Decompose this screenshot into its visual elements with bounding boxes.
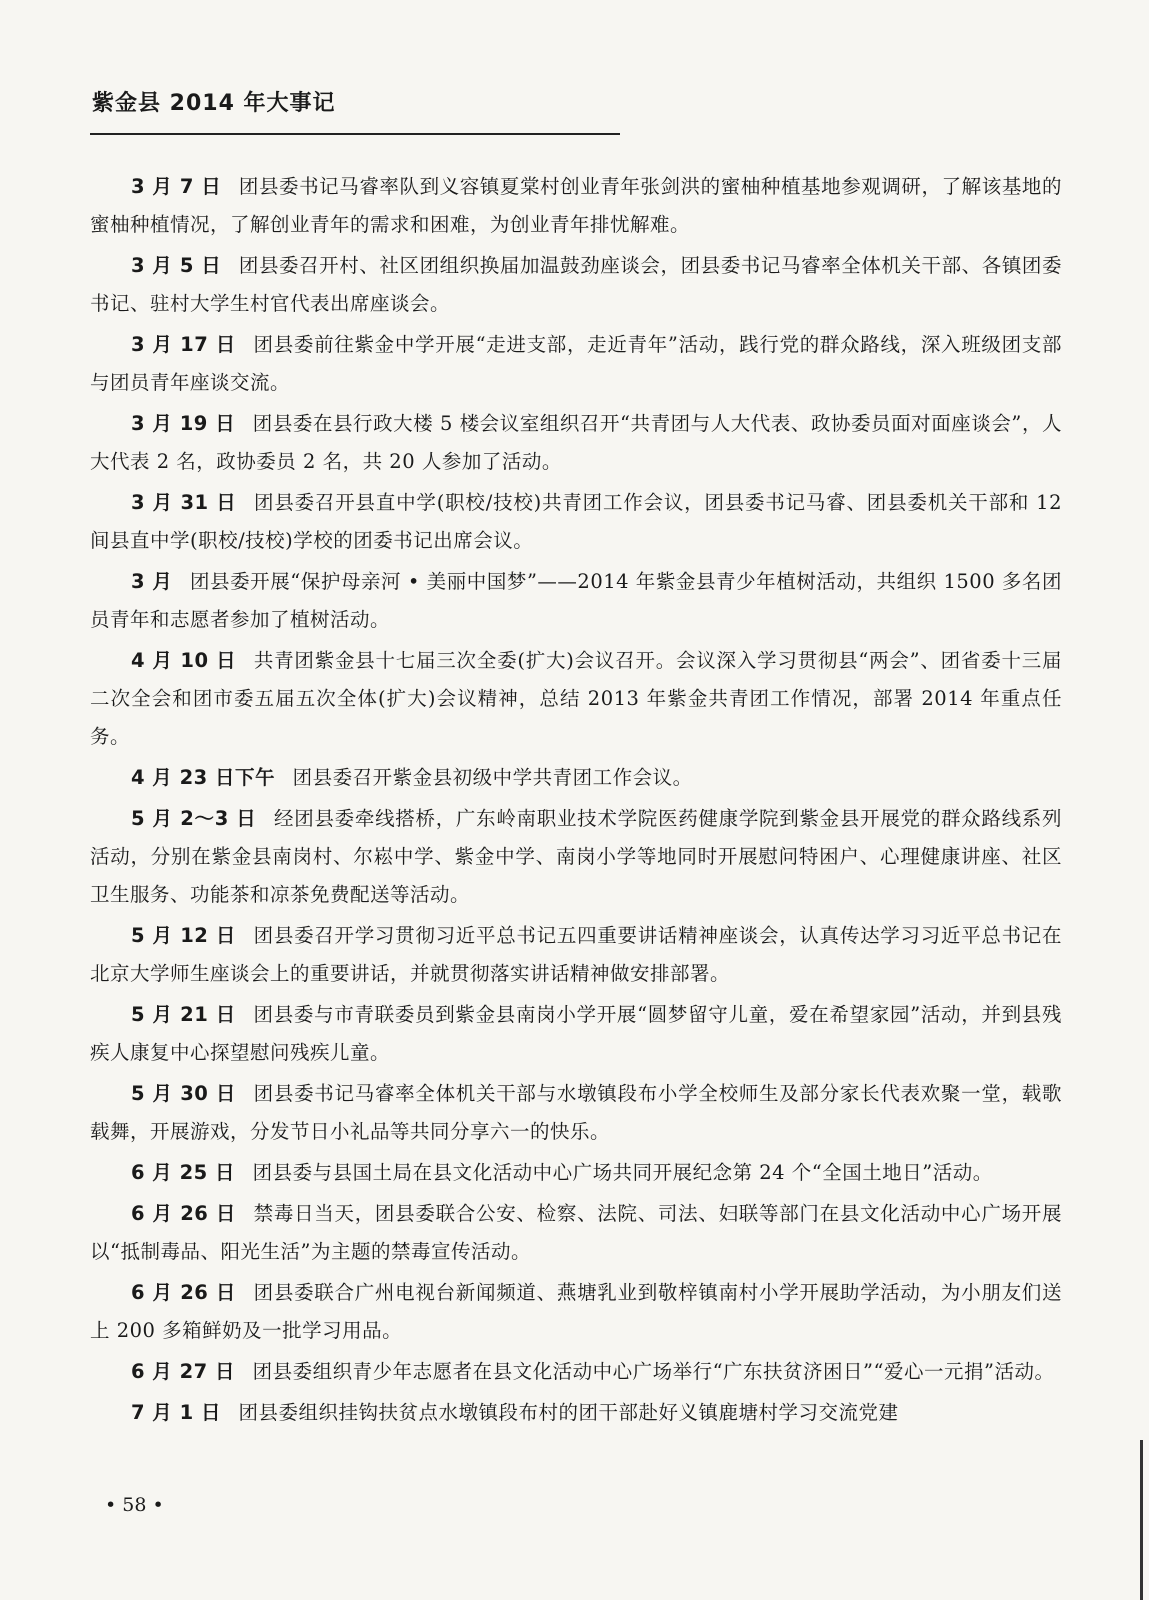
entry-date: 7 月 1 日 [130,1401,221,1424]
chronicle-entry [90,1195,1062,1271]
chronicle-entry [90,168,1062,244]
entry-date: 6 月 25 日 [130,1161,236,1184]
chronicle-entry [90,247,1062,323]
chronicle-entry [90,1075,1062,1151]
entry-date: 3 月 19 日 [130,412,236,435]
chronicle-entry [90,1394,1062,1432]
entry-text: 团县委开展“保护母亲河 • 美丽中国梦”——2014 年紫金县青少年植树活动，共组织 1500 多名团员青年和志愿者参加了植树活动。 [90,570,1062,631]
entry-date: 3 月 5 日 [130,254,222,277]
entry-text: 团县委组织挂钩扶贫点水墩镇段布村的团干部赴好义镇鹿塘村学习交流党建 [238,1401,899,1424]
page-number: • 58 • [105,1494,164,1516]
entry-date: 3 月 [130,570,173,593]
entry-text: 禁毒日当天，团县委联合公安、检察、法院、司法、妇联等部门在县文化活动中心广场开展以“抵制毒品、阳光生活”为主题的禁毒宣传活动。 [90,1202,1062,1263]
entry-text: 团县委书记马睿率队到义容镇夏棠村创业青年张剑洪的蜜柚种植基地参观调研，了解该基地的蜜柚种植情况，了解创业青年的需求和困难，为创业青年排忧解难。 [90,175,1062,236]
entry-date: 6 月 27 日 [130,1360,236,1383]
chronicle-entry [90,800,1062,914]
entry-text: 经团县委牵线搭桥，广东岭南职业技术学院医药健康学院到紫金县开展党的群众路线系列活动，分别在紫金县南岗村、尔崧中学、紫金中学、南岗小学等地同时开展慰问特困户、心理健康讲座、社区卫生服务、功能茶和凉茶免费配送等活动。 [90,807,1062,906]
entry-text: 团县委前往紫金中学开展“走进支部，走近青年”活动，践行党的群众路线，深入班级团支部与团员青年座谈交流。 [90,333,1062,394]
entry-text: 团县委与县国土局在县文化活动中心广场共同开展纪念第 24 个“全国土地日”活动。 [252,1161,993,1184]
entry-date: 6 月 26 日 [130,1202,237,1225]
chronicle-entry [90,563,1062,639]
page-binding-edge [1140,1440,1143,1600]
chronicle-entry [90,405,1062,481]
header-rule [90,133,620,135]
entry-text: 团县委组织青少年志愿者在县文化活动中心广场举行“广东扶贫济困日”“爱心一元捐”活动。 [252,1360,1055,1383]
chronicle-entry [90,759,1062,797]
entry-date: 3 月 31 日 [130,491,237,514]
chronicle-entry [90,1154,1062,1192]
chronicle-entry [90,996,1062,1072]
entry-text: 共青团紫金县十七届三次全委(扩大)会议召开。会议深入学习贯彻县“两会”、团省委十三届二次全会和团市委五届五次全体(扩大)会议精神，总结 2013 年紫金共青团工作情况，部署 2014 年重点任务。 [90,649,1062,748]
chronicle-entry [90,484,1062,560]
chronicle-entries [90,168,1062,1435]
chronicle-entry [90,1353,1062,1391]
entry-text: 团县委与市青联委员到紫金县南岗小学开展“圆梦留守儿童，爱在希望家园”活动，并到县残疾人康复中心探望慰问残疾儿童。 [90,1003,1062,1064]
entry-text: 团县委召开村、社区团组织换届加温鼓劲座谈会，团县委书记马睿率全体机关干部、各镇团委书记、驻村大学生村官代表出席座谈会。 [90,254,1062,315]
chronicle-entry [90,917,1062,993]
entry-date: 4 月 23 日下午 [130,766,276,789]
entry-date: 5 月 21 日 [130,1003,236,1026]
entry-date: 3 月 7 日 [130,175,222,198]
running-header-title: 紫金县 2014 年大事记 [92,91,336,116]
entry-date: 6 月 26 日 [130,1281,237,1304]
entry-date: 4 月 10 日 [130,649,237,672]
entry-date: 3 月 17 日 [130,333,236,356]
entry-date: 5 月 12 日 [130,924,237,947]
entry-text: 团县委在县行政大楼 5 楼会议室组织召开“共青团与人大代表、政协委员面对面座谈会”，人大代表 2 名，政协委员 2 名，共 20 人参加了活动。 [90,412,1062,473]
entry-text: 团县委联合广州电视台新闻频道、燕塘乳业到敬梓镇南村小学开展助学活动，为小朋友们送上 200 多箱鲜奶及一批学习用品。 [90,1281,1062,1342]
entry-text: 团县委书记马睿率全体机关干部与水墩镇段布小学全校师生及部分家长代表欢聚一堂，载歌载舞，开展游戏，分发节日小礼品等共同分享六一的快乐。 [90,1082,1062,1143]
chronicle-entry [90,642,1062,756]
entry-date: 5 月 30 日 [130,1082,237,1105]
entry-text: 团县委召开紫金县初级中学共青团工作会议。 [292,766,693,789]
entry-date: 5 月 2～3 日 [130,807,257,830]
entry-text: 团县委召开学习贯彻习近平总书记五四重要讲话精神座谈会，认真传达学习习近平总书记在北京大学师生座谈会上的重要讲话，并就贯彻落实讲话精神做安排部署。 [90,924,1062,985]
entry-text: 团县委召开县直中学(职校/技校)共青团工作会议，团县委书记马睿、团县委机关干部和 12 间县直中学(职校/技校)学校的团委书记出席会议。 [90,491,1062,552]
chronicle-entry [90,1274,1062,1350]
chronicle-entry [90,326,1062,402]
